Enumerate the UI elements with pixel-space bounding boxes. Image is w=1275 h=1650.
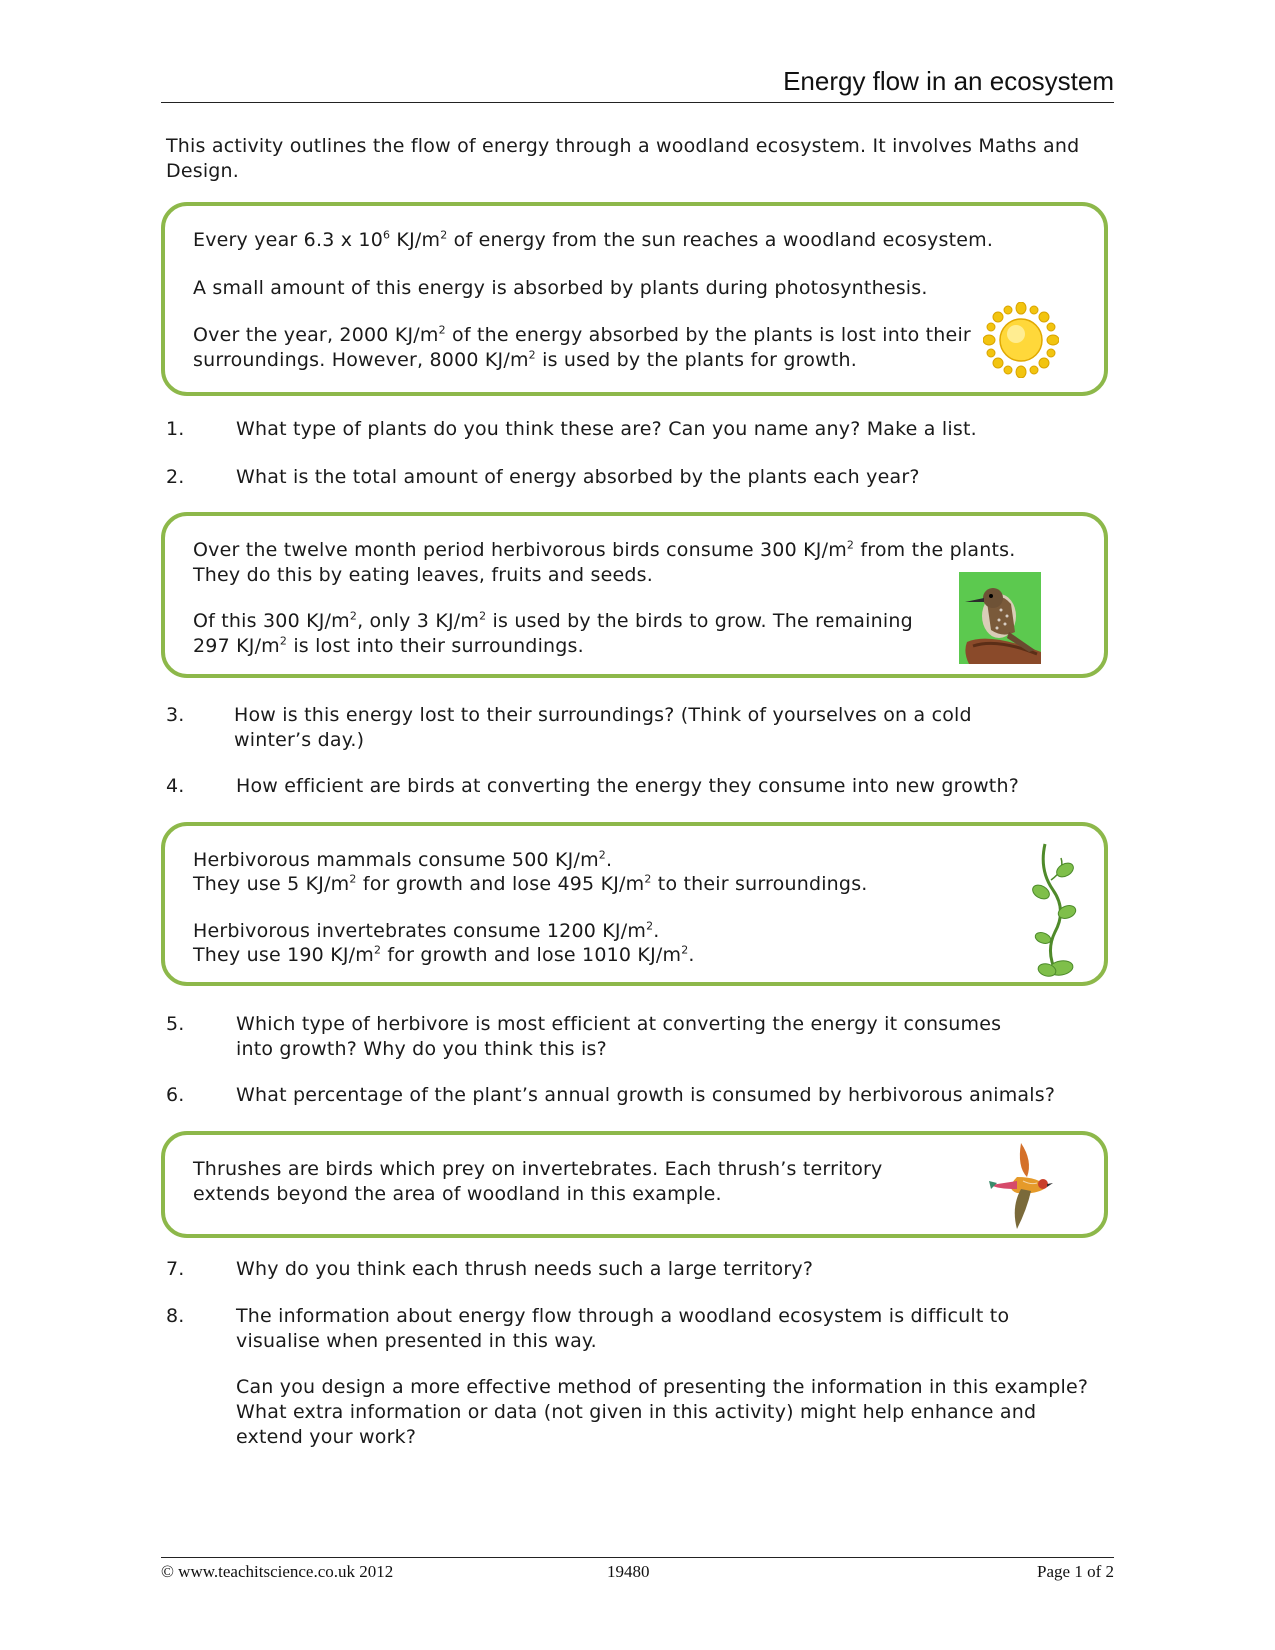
- footer-page-number: Page 1 of 2: [1037, 1562, 1114, 1581]
- box4-text: Thrushes are birds which prey on invertebrates. Each thrush’s territory extends beyond the area of woodland in this example.: [193, 1158, 883, 1205]
- question-number: 2.: [166, 466, 185, 488]
- footer-resource-code: 19480: [607, 1562, 650, 1581]
- question-text: Which type of herbivore is most efficient at converting the energy it consumes into growth? Why do you think this is?: [236, 1013, 1002, 1060]
- question-7: [166, 1257, 1106, 1282]
- box3-line1: Herbivorous mammals consume 500 $KJ/m^2$.: [193, 848, 613, 871]
- sun-icon: [983, 302, 1059, 378]
- info-box-birds: [161, 512, 1108, 678]
- box3-line2: They use 5 $KJ/m^2$ for growth and lose 495 $KJ/m^2$ to their surroundings.: [193, 872, 868, 895]
- footer-divider: [161, 1557, 1114, 1558]
- question-text: What type of plants do you think these are? Can you name any? Make a list.: [236, 418, 977, 440]
- question-8: [166, 1304, 1106, 1449]
- box3-line4: They use 190 $KJ/m^2$ for growth and lose 1010 $KJ/m^2$.: [193, 943, 695, 966]
- info-box-sun: [161, 202, 1108, 396]
- box1-line1: Every year 6.3 x $10^6$ $KJ/m^2$ of energy from the sun reaches a woodland ecosystem.: [193, 228, 994, 251]
- kingfisher-bird-icon: [959, 572, 1041, 664]
- question-number: 3.: [166, 704, 185, 726]
- question-number: 5.: [166, 1013, 185, 1035]
- question-text: What is the total amount of energy absorbed by the plants each year?: [236, 466, 920, 488]
- question-number: 8.: [166, 1305, 185, 1327]
- question-text: How is this energy lost to their surroundings? (Think of yourselves on a cold winter’s day.): [234, 704, 972, 751]
- question-text: Why do you think each thrush needs such a large territory?: [236, 1258, 814, 1280]
- question-2: [166, 465, 1106, 490]
- info-box-thrushes: [161, 1131, 1108, 1238]
- question-text: What percentage of the plant’s annual growth is consumed by herbivorous animals?: [236, 1084, 1056, 1106]
- footer-copyright: © www.teachitscience.co.uk 2012: [161, 1562, 394, 1581]
- question-number: 6.: [166, 1084, 185, 1106]
- question-6: [166, 1083, 1106, 1108]
- box3-line3: Herbivorous invertebrates consume 1200 $KJ/m^2$.: [193, 919, 660, 942]
- intro-paragraph: This activity outlines the flow of energy through a woodland ecosystem. It involves Maths and Design.: [166, 135, 1080, 182]
- question-5: [166, 1012, 1106, 1062]
- question-3: [166, 703, 1106, 753]
- page-title: Energy flow in an ecosystem: [783, 66, 1114, 96]
- question-number: 1.: [166, 418, 185, 440]
- box2-para1: Over the twelve month period herbivorous birds consume 300 $KJ/m^2$ from the plants. They do this by eating leaves, fruits and seeds.: [193, 538, 1016, 586]
- box1-line3: Over the year, 2000 $KJ/m^2$ of the energy absorbed by the plants is lost into their surroundings. However, 8000 $KJ/m^2$ is used by the plants for growth.: [193, 323, 971, 371]
- box1-line2: A small amount of this energy is absorbed by plants during photosynthesis.: [193, 277, 928, 299]
- flying-bird-icon: [987, 1137, 1053, 1233]
- vine-plant-icon: [1031, 840, 1079, 980]
- question-text: How efficient are birds at converting the energy they consume into new growth?: [236, 775, 1019, 797]
- question-text: The information about energy flow through a woodland ecosystem is difficult to visualise when presented in this way.: [236, 1305, 1010, 1352]
- question-text-followup: Can you design a more effective method of presenting the information in this example? What extra information or data (not given in this activity) might help enhance and extend your work?: [236, 1376, 1089, 1448]
- header-divider: [161, 102, 1114, 103]
- question-4: [166, 774, 1106, 799]
- question-1: [166, 417, 1106, 442]
- box2-para2: Of this 300 $KJ/m^2$, only 3 $KJ/m^2$ is used by the birds to grow. The remaining 297 $KJ/m^2$ is lost into their surroundings.: [193, 609, 913, 657]
- question-number: 4.: [166, 775, 185, 797]
- info-box-herbivores: [161, 822, 1108, 986]
- question-number: 7.: [166, 1258, 185, 1280]
